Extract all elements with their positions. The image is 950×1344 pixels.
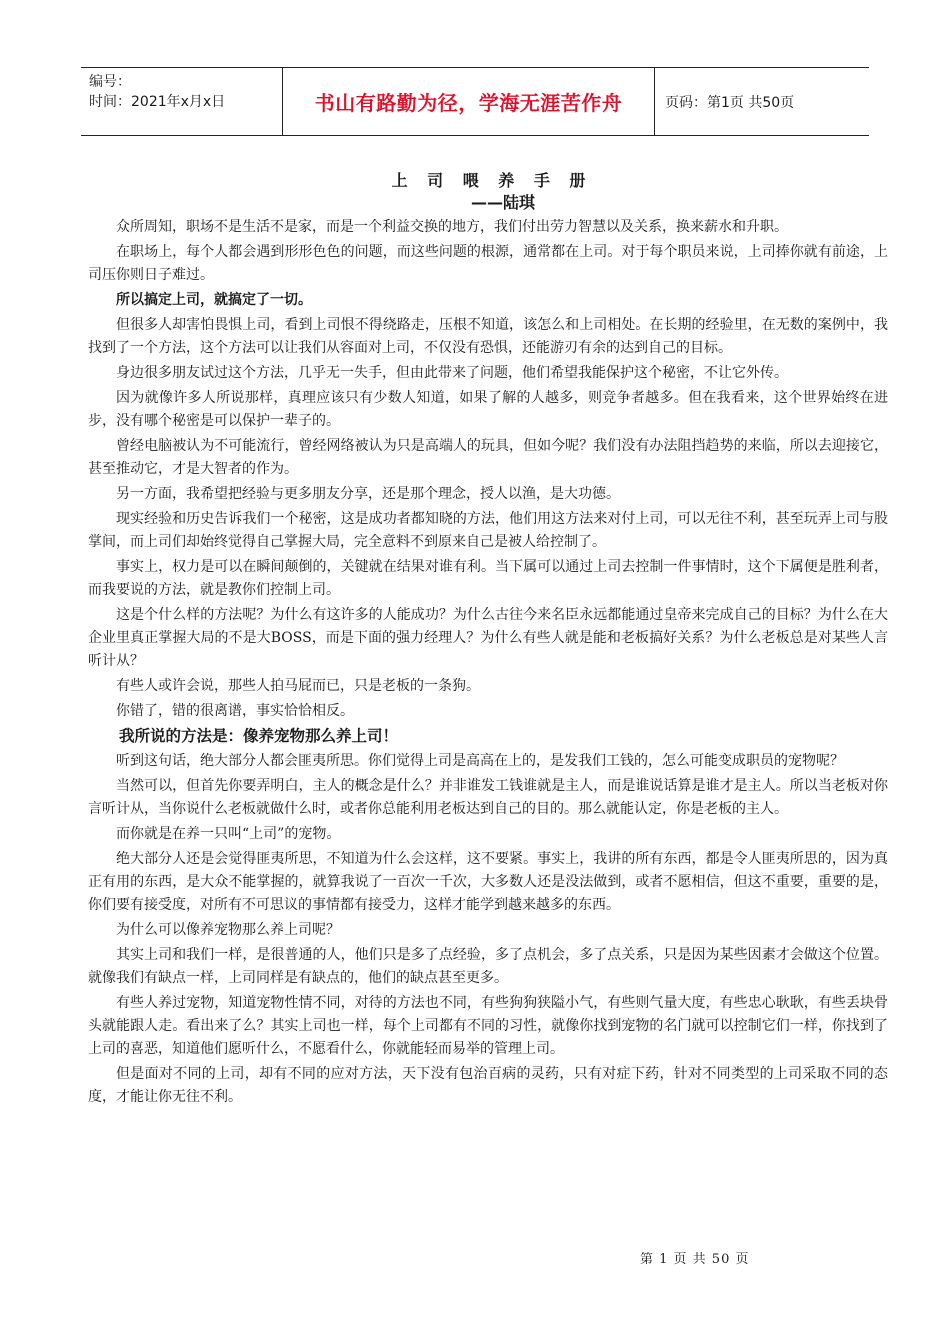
paragraph: 身边很多朋友试过这个方法，几乎无一失手，但由此带来了问题，他们希望我能保护这个秘密，不让它外传。: [116, 365, 788, 381]
paragraph: 因为就像许多人所说那样，真理应该只有少数人知道，如果了解的人越多，则竞争者越多。但在我看来，这个世界始终在进步，没有哪个秘密是可以保护一辈子的。: [88, 390, 888, 429]
key-method-heading: 我所说的方法是：像养宠物那么养上司！: [119, 727, 399, 745]
paragraph: 而你就是在养一只叫“上司”的宠物。: [116, 826, 341, 842]
paragraph: 你错了，错的很离谱，事实恰恰相反。: [116, 703, 354, 719]
paragraph: 当然可以，但首先你要弄明白，主人的概念是什么？并非谁发工钱谁就是主人，而是谁说话算是谁才是主人。所以当老板对你言听计从，当你说什么老板就做什么时，或者你总能利用老板达到自己的目的。那么就能认定，你是老板的主人。: [88, 778, 888, 817]
header-page-cell: [655, 68, 869, 135]
paragraph: 其实上司和我们一样，是很普通的人，他们只是多了点经验，多了点机会，多了点关系，只是因为某些因素才会做这个位置。就像我们有缺点一样，上司同样是有缺点的，他们的缺点甚至更多。: [88, 947, 888, 986]
header-motto-cell: [283, 68, 655, 135]
paragraph: 另一方面，我希望把经验与更多朋友分享，还是那个理念，授人以渔，是大功德。: [116, 486, 620, 502]
key-statement: 所以搞定上司，就搞定了一切。: [116, 292, 312, 308]
paragraph: 听到这句话，绝大部分人都会匪夷所思。你们觉得上司是高高在上的，是发我们工钱的，怎么可能变成职员的宠物呢？: [116, 753, 844, 769]
header-table: [81, 67, 869, 136]
paragraph: 但是面对不同的上司，却有不同的应对方法，天下没有包治百病的灵药，只有对症下药，针对不同类型的上司采取不同的态度，才能让你无往不利。: [88, 1066, 888, 1105]
document-body: [88, 170, 888, 1111]
paragraph: 有些人或许会说，那些人拍马屁而已，只是老板的一条狗。: [116, 678, 480, 694]
paragraph: 这是个什么样的方法呢？为什么有这许多的人能成功？为什么古往今来名臣永远都能通过皇帝来完成自己的目标？为什么在大企业里真正掌握大局的不是大BOSS，而是下面的强力经理人？为什么有些人就是能和老板搞好关系？为什么老板总是对某些人言听计从？: [88, 607, 888, 669]
paragraph: 曾经电脑被认为不可能流行，曾经网络被认为只是高端人的玩具，但如今呢？我们没有办法阻挡趋势的来临，所以去迎接它，甚至推动它，才是大智者的作为。: [88, 438, 888, 477]
document-title: 上 司 喂 养 手 册: [391, 171, 593, 190]
paragraph: 但很多人却害怕畏惧上司，看到上司恨不得绕路走，压根不知道，该怎么和上司相处。在长期的经验里，在无数的案例中，我找到了一个方法，这个方法可以让我们从容面对上司，不仅没有恐惧，还能游刃有余的达到自己的目标。: [88, 317, 888, 356]
paragraph: 众所周知，职场不是生活不是家，而是一个利益交换的地方，我们付出劳力智慧以及关系，换来薪水和升职。: [116, 219, 788, 235]
page-footer: 第 1 页 共 50 页: [640, 1252, 750, 1267]
page-info: 页码：第1页 共50页: [665, 94, 795, 111]
paragraph: 事实上，权力是可以在瞬间颠倒的，关键就在结果对谁有利。当下属可以通过上司去控制一件事情时，这个下属便是胜利者，而我要说的方法，就是教你们控制上司。: [88, 559, 888, 598]
paragraph: 现实经验和历史告诉我们一个秘密，这是成功者都知晓的方法，他们用这方法来对付上司，可以无往不利，甚至玩弄上司与股掌间，而上司们却始终觉得自己掌握大局，完全意料不到原来自己是被人给控制了。: [88, 511, 888, 550]
document-author: ——陆琪: [470, 193, 535, 212]
motto-text: 书山有路勤为径，学海无涯苦作舟: [314, 91, 623, 115]
paragraph: 在职场上，每个人都会遇到形形色色的问题，而这些问题的根源，通常都在上司。对于每个职员来说，上司捧你就有前途，上司压你则日子难过。: [88, 244, 888, 283]
header-meta-cell: [81, 68, 283, 135]
paragraph: 绝大部分人还是会觉得匪夷所思，不知道为什么会这样，这不要紧。事实上，我讲的所有东西，都是令人匪夷所思的，因为真正有用的东西，是大众不能掌握的，就算我说了一百次一千次，大多数人还是没法做到，或者不愿相信，但这不重要，重要的是，你们要有接受度，对所有不可思议的事情都有接受力，这样才能学到越来越多的东西。: [88, 851, 888, 913]
time-label: 时间：2021年x月x日: [89, 94, 226, 110]
paragraph: 为什么可以像养宠物那么养上司呢？: [116, 922, 340, 938]
paragraph: 有些人养过宠物，知道宠物性情不同，对待的方法也不同，有些狗狗狭隘小气，有些则气量大度，有些忠心耿耿，有些丢块骨头就能跟人走。看出来了么？其实上司也一样，每个上司都有不同的习性，就像你找到宠物的名门就可以控制它们一样，你找到了上司的喜恶，知道他们愿听什么，不愿看什么，你就能轻而易举的管理上司。: [88, 995, 888, 1057]
number-label: 编号：: [89, 74, 131, 90]
